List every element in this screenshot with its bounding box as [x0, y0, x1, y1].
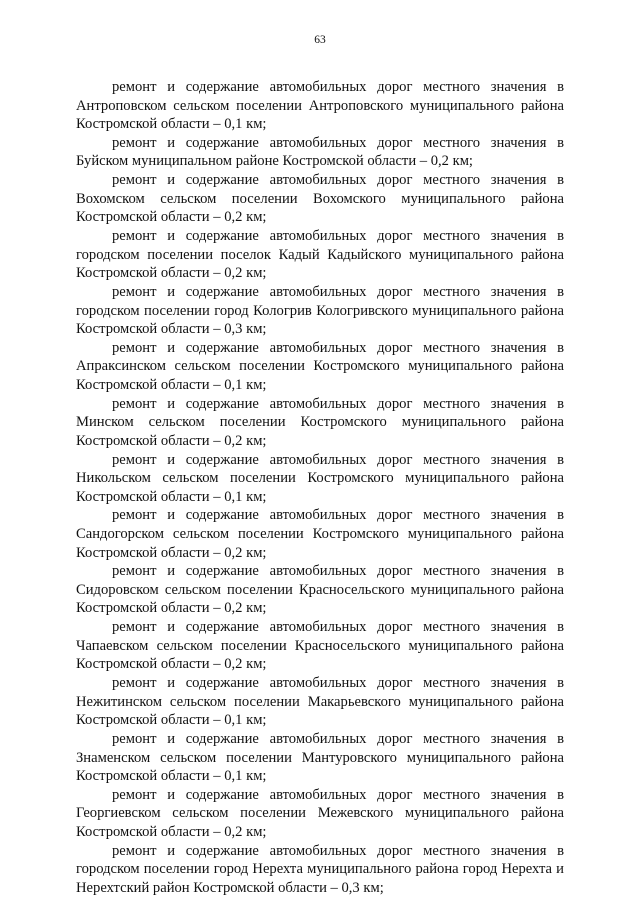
- paragraph: ремонт и содержание автомобильных дорог местного значения в Георгиевском сельском поселении Межевского муниципального района Костромской области – 0,2 км;: [76, 786, 564, 840]
- paragraph: ремонт и содержание автомобильных дорог местного значения в Буйском муниципальном районе Костромской области – 0,2 км;: [76, 134, 564, 170]
- paragraph: ремонт и содержание автомобильных дорог местного значения в Чапаевском сельском поселении Красносельского муниципального района Костромской области – 0,2 км;: [76, 619, 564, 673]
- paragraph: ремонт и содержание автомобильных дорог местного значения в Антроповском сельском поселении Антроповского муниципального района Костромской области – 0,1 км;: [76, 79, 564, 133]
- document-body: [76, 78, 564, 898]
- paragraph: ремонт и содержание автомобильных дорог местного значения в Сидоровском сельском поселении Красносельского муниципального района Костромской области – 0,2 км;: [76, 563, 564, 617]
- page-number: 63: [314, 34, 326, 46]
- paragraph: ремонт и содержание автомобильных дорог местного значения в городском поселении город Кологрив Кологривского муниципального района Костромской области – 0,3 км;: [76, 283, 564, 338]
- paragraph: ремонт и содержание автомобильных дорог местного значения в Вохомском сельском поселении Вохомского муниципального района Костромской области – 0,2 км;: [76, 172, 564, 226]
- paragraph: ремонт и содержание автомобильных дорог местного значения в Минском сельском поселении Костромского муниципального района Костромской области – 0,2 км;: [76, 395, 564, 449]
- paragraph: ремонт и содержание автомобильных дорог местного значения в Апраксинском сельском поселении Костромского муниципального района Костромской области – 0,1 км;: [76, 339, 564, 393]
- paragraph: ремонт и содержание автомобильных дорог местного значения в Никольском сельском поселении Костромского муниципального района Костромской области – 0,1 км;: [76, 451, 564, 505]
- paragraph: ремонт и содержание автомобильных дорог местного значения в Сандогорском сельском поселении Костромского муниципального района Костромской области – 0,2 км;: [76, 507, 564, 561]
- paragraph: ремонт и содержание автомобильных дорог местного значения в Нежитинском сельском поселении Макарьевского муниципального района Костромской области – 0,1 км;: [76, 675, 564, 729]
- paragraph: ремонт и содержание автомобильных дорог местного значения в Знаменском сельском поселении Мантуровского муниципального района Костромской области – 0,1 км;: [76, 730, 564, 785]
- paragraph: ремонт и содержание автомобильных дорог местного значения в городском поселении город Нерехта муниципального района город Нерехта и Нерехтский район Костромской области – 0,3 км;: [76, 842, 564, 896]
- paragraph: ремонт и содержание автомобильных дорог местного значения в городском поселении поселок Кадый Кадыйского муниципального района Костромской области – 0,2 км;: [76, 228, 564, 282]
